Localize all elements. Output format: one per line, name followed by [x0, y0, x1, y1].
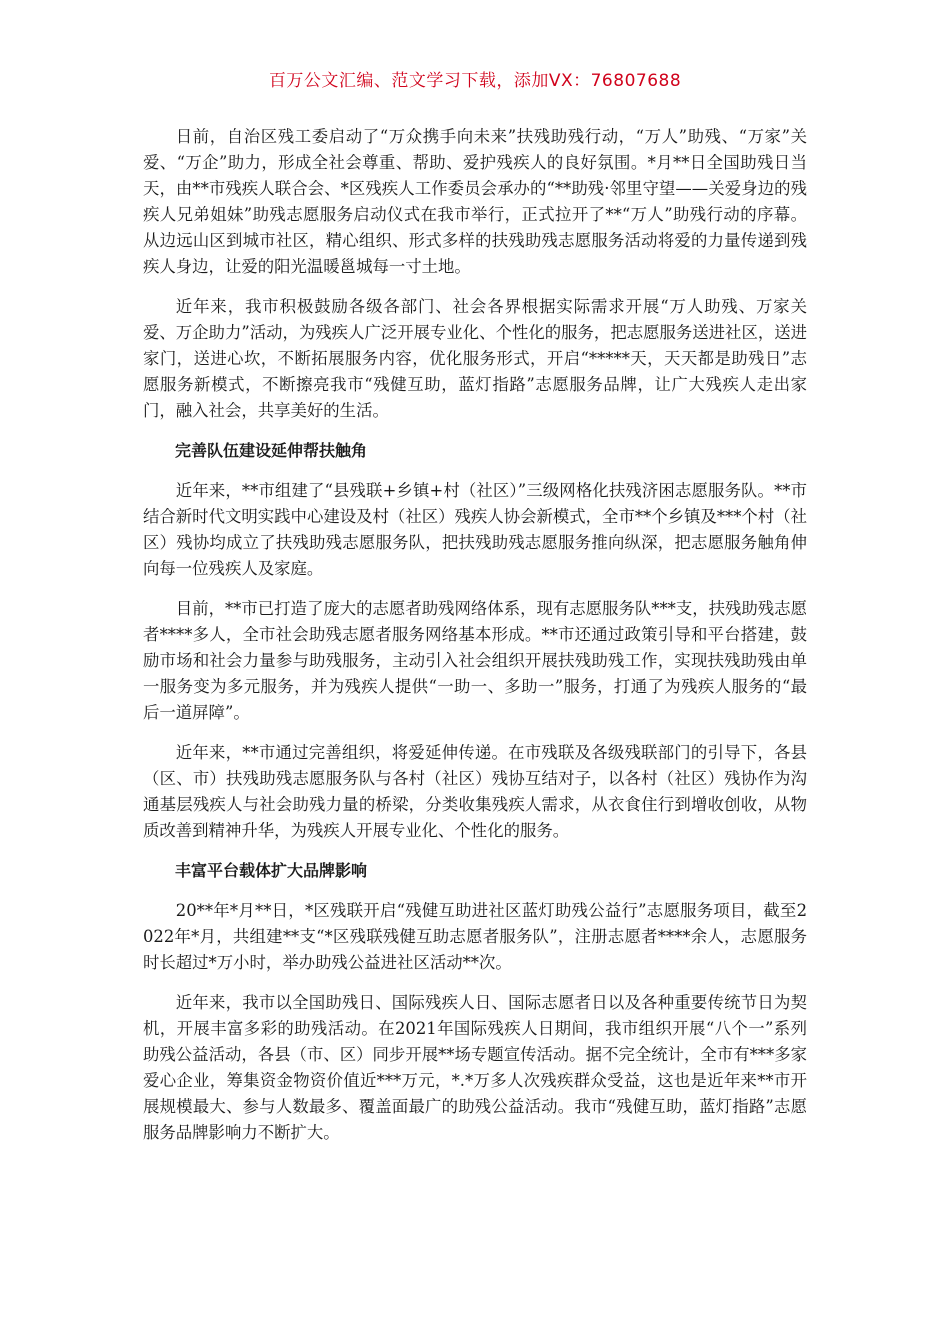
promo-header: 百万公文汇编、范文学习下载，添加VX：76807688 [268, 71, 682, 91]
section1-paragraph-2: 目前，**市已打造了庞大的志愿者助残网络体系，现有志愿服务队***支，扶残助残志愿者****多人，全市社会助残志愿者服务网络基本形成。**市还通过政策引导和平台搭建，鼓励市场和社会力量参与助残服务，主动引入社会组织开展扶残助残工作，实现扶残助残由单一服务变为多元服务，并为残疾人提供“一助一、多助一”服务，打通了为残疾人服务的“最后一道屏障”。 [143, 599, 807, 722]
section-heading-1: 完善队伍建设延伸帮扶触角 [175, 441, 368, 460]
section2-paragraph-2: 近年来，我市以全国助残日、国际残疾人日、国际志愿者日以及各种重要传统节日为契机，开展丰富多彩的助残活动。在2021年国际残疾人日期间，我市组织开展“八个一”系列助残公益活动，各县（市、区）同步开展**场专题宣传活动。据不完全统计，全市有***多家爱心企业，筹集资金物资价值近***万元，*.*万多人次残疾群众受益，这也是近年来**市开展规模最大、参与人数最多、覆盖面最广的助残公益活动。我市“残健互助，蓝灯指路”志愿服务品牌影响力不断扩大。 [143, 993, 807, 1142]
intro-paragraph-1: 日前，自治区残工委启动了“万众携手向未来”扶残助残行动，“万人”助残、“万家”关爱、“万企”助力，形成全社会尊重、帮助、爱护残疾人的良好氛围。*月**日全国助残日当天，由**市残疾人联合会、*区残疾人工作委员会承办的“**助残·邻里守望——关爱身边的残疾人兄弟姐妹”助残志愿服务启动仪式在我市举行，正式拉开了**“万人”助残行动的序幕。从边远山区到城市社区，精心组织、形式多样的扶残助残志愿服务活动将爱的力量传递到残疾人身边，让爱的阳光温暖邕城每一寸土地。 [143, 127, 807, 276]
section1-paragraph-3: 近年来，**市通过完善组织，将爱延伸传递。在市残联及各级残联部门的引导下，各县（区、市）扶残助残志愿服务队与各村（社区）残协互结对子，以各村（社区）残协作为沟通基层残疾人与社会助残力量的桥梁，分类收集残疾人需求，从衣食住行到增收创收，从物质改善到精神升华，为残疾人开展专业化、个性化的服务。 [143, 743, 807, 840]
document-body [143, 124, 807, 1160]
section2-paragraph-1: 20**年*月**日，*区残联开启“残健互助进社区蓝灯助残公益行”志愿服务项目，截至2022年*月，共组建**支“*区残联残健互助志愿者服务队”，注册志愿者****余人，志愿服务时长超过*万小时，举办助残公益进社区活动**次。 [143, 901, 807, 972]
intro-paragraph-2: 近年来，我市积极鼓励各级各部门、社会各界根据实际需求开展“万人助残、万家关爱、万企助力”活动，为残疾人广泛开展专业化、个性化的服务，把志愿服务送进社区，送进家门，送进心坎，不断拓展服务内容，优化服务形式，开启“*****天，天天都是助残日”志愿服务新模式，不断擦亮我市“残健互助，蓝灯指路”志愿服务品牌，让广大残疾人走出家门，融入社会，共享美好的生活。 [143, 297, 808, 420]
section1-paragraph-1: 近年来，**市组建了“县残联+乡镇+村（社区）”三级网格化扶残济困志愿服务队。**市结合新时代文明实践中心建设及村（社区）残疾人协会新模式，全市**个乡镇及***个村（社区）残协均成立了扶残助残志愿服务队，把扶残助残志愿服务推向纵深，把志愿服务触角伸向每一位残疾人及家庭。 [143, 481, 807, 578]
section-heading-2: 丰富平台载体扩大品牌影响 [175, 861, 368, 880]
